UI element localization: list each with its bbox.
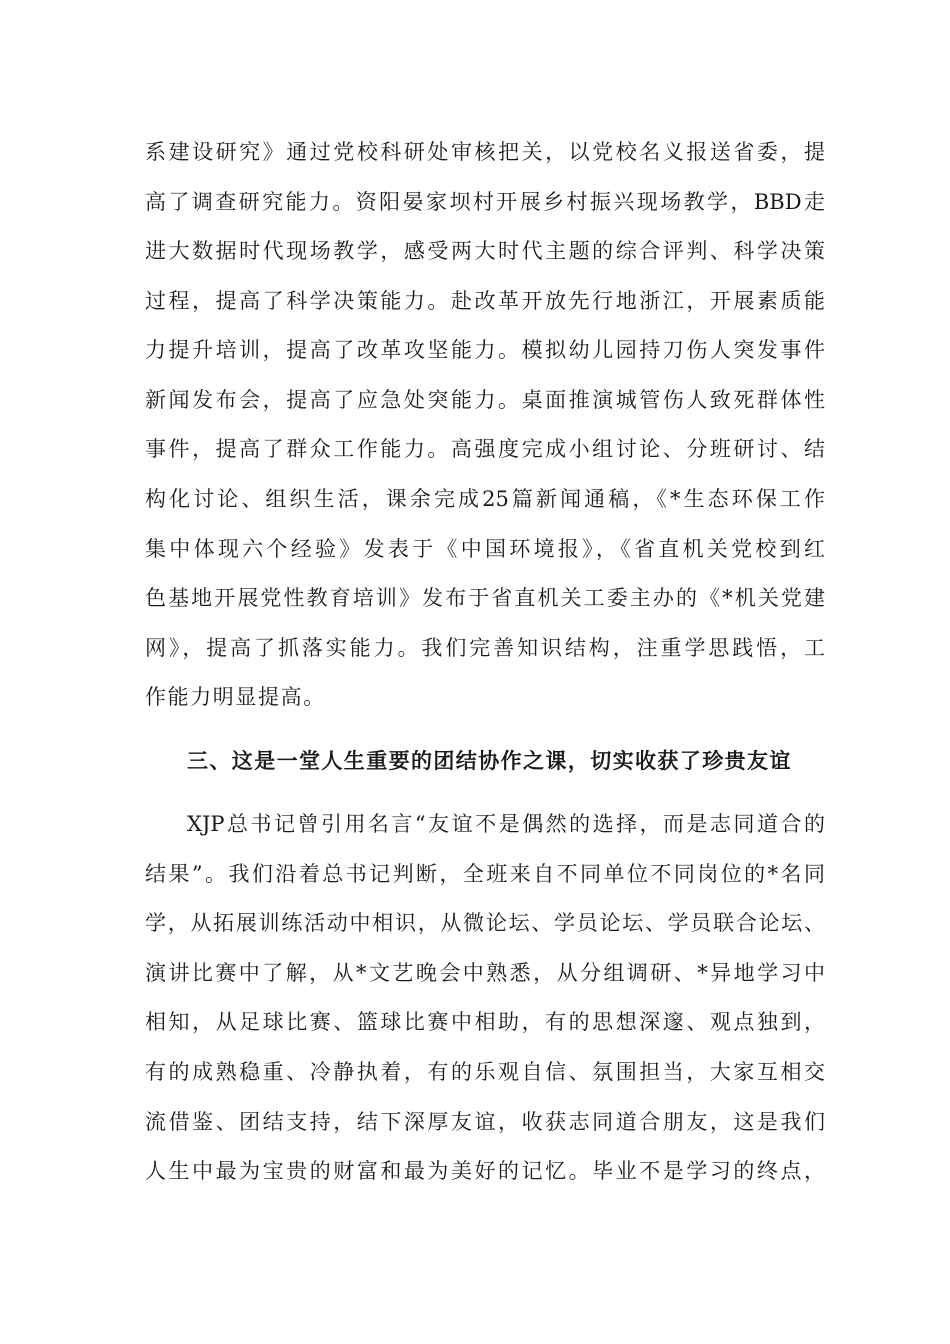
section-heading: 三、这是一堂人生重要的团结协作之课，切实收获了珍贵友谊	[187, 748, 792, 773]
paragraph-line: 相知，从足球比赛、篮球比赛中相助，有的思想深邃、观点独到，	[145, 1010, 825, 1034]
paragraph-line: 人生中最为宝贵的财富和最为美好的记忆。毕业不是学习的终点，	[145, 1159, 825, 1183]
paragraph-line: 作能力明显提高。	[145, 685, 326, 709]
paragraph-line: 有的成熟稳重、冷静执着，有的乐观自信、氛围担当，大家互相交	[145, 1060, 825, 1084]
paragraph-line: 结果”。我们沿着总书记判断，全班来自不同单位不同岗位的*名同	[145, 862, 825, 886]
paragraph-line: 事件，提高了群众工作能力。高强度完成小组讨论、分班研讨、结	[145, 437, 825, 461]
paragraph-line: 过程，提高了科学决策能力。赴改革开放先行地浙江，开展素质能	[145, 289, 825, 313]
paragraph-line: 集中体现六个经验》发表于《中国环境报》，《省直机关党校到红	[145, 537, 825, 561]
paragraph-line: 系建设研究》通过党校科研处审核把关，以党校名义报送省委，提	[145, 140, 825, 164]
paragraph-line: 色基地开展党性教育培训》发布于省直机关工委主办的《*机关党建	[145, 586, 825, 610]
paragraph-line: 构化讨论、组织生活，课余完成25篇新闻通稿，《*生态环保工作	[145, 487, 825, 511]
paragraph-line: 网》，提高了抓落实能力。我们完善知识结构，注重学思践悟，工	[145, 636, 825, 660]
paragraph-line: 新闻发布会，提高了应急处突能力。桌面推演城管伤人致死群体性	[145, 388, 825, 412]
paragraph-line: 高了调查研究能力。资阳晏家坝村开展乡村振兴现场教学，BBD走	[145, 190, 825, 214]
paragraph-line: 进大数据时代现场教学，感受两大时代主题的综合评判、科学决策	[145, 239, 825, 263]
paragraph-line: 演讲比赛中了解，从*文艺晚会中熟悉，从分组调研、*异地学习中	[145, 961, 825, 985]
paragraph-line: 学，从拓展训练活动中相识，从微论坛、学员论坛、学员联合论坛、	[145, 911, 825, 935]
paragraph-line: 流借鉴、团结支持，结下深厚友谊，收获志同道合朋友，这是我们	[145, 1110, 825, 1134]
paragraph-line: 力提升培训，提高了改革攻坚能力。模拟幼儿园持刀伤人突发事件	[145, 338, 825, 362]
paragraph-line: XJP总书记曾引用名言“友谊不是偶然的选择，而是志同道合的	[187, 812, 825, 836]
